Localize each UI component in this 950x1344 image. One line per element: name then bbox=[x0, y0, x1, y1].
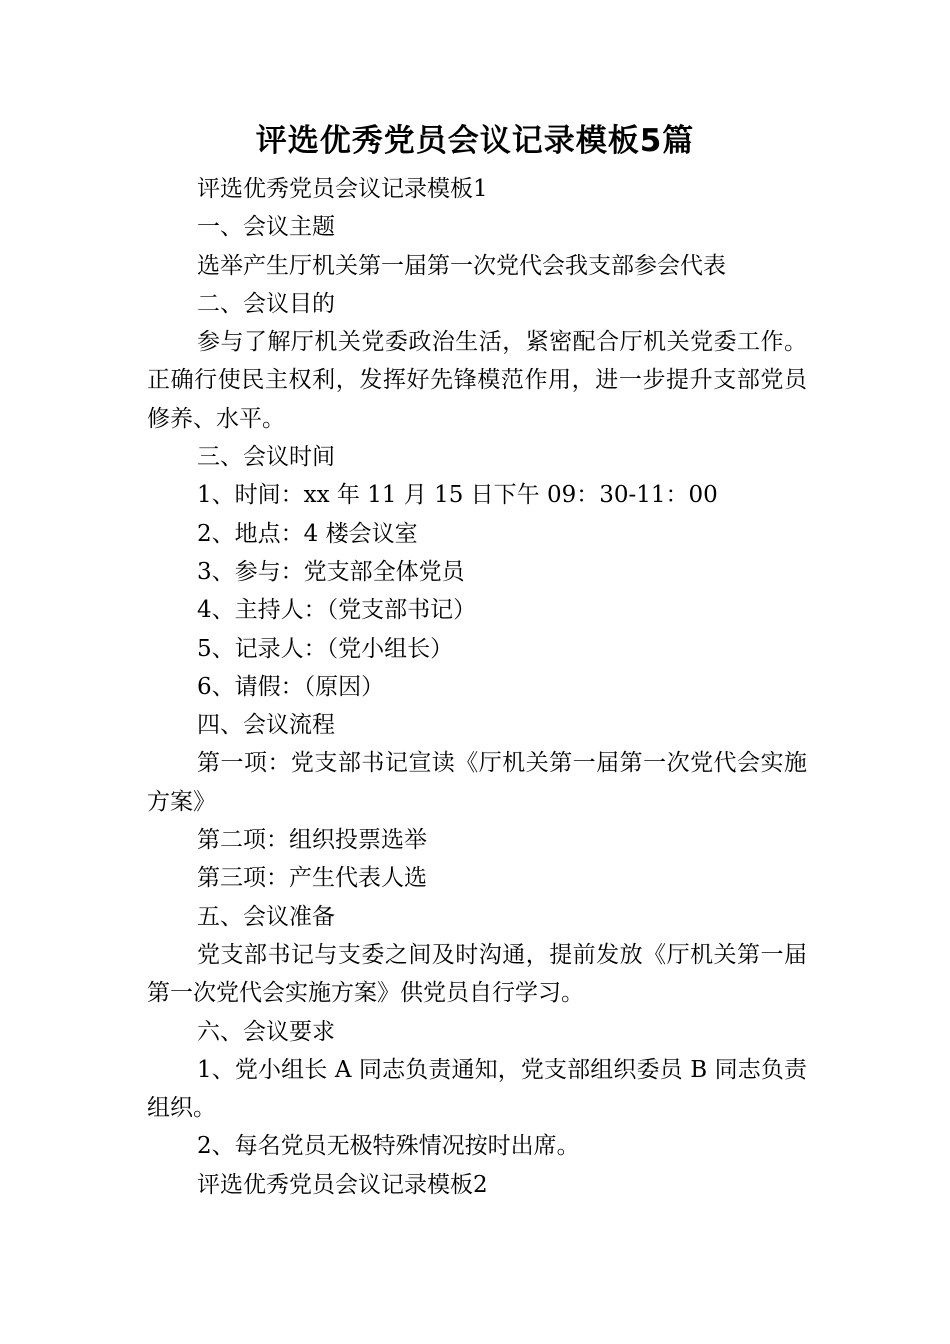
paragraph-purpose-text: 参与了解厅机关党委政治生活，紧密配合厅机关党委工作。正确行使民主权利，发挥好先锋模范作用，进一步提升支部党员修养、水平。 bbox=[147, 329, 807, 432]
paragraph-template-heading-2: 评选优秀党员会议记录模板2 bbox=[197, 1171, 488, 1198]
paragraph-preparation-text: 党支部书记与支委之间及时沟通，提前发放《厅机关第一届第一次党代会实施方案》供党员自行学习。 bbox=[147, 941, 807, 1007]
paragraph-topic-text: 选举产生厅机关第一届第一次党代会我支部参会代表 bbox=[197, 252, 726, 279]
paragraph-section-preparation: 五、会议准备 bbox=[197, 903, 335, 930]
paragraph-template-heading: 评选优秀党员会议记录模板1 bbox=[197, 176, 488, 202]
paragraph-time: 1、时间：xx 年 11 月 15 日下午 09：30-11：00 bbox=[197, 482, 718, 509]
paragraph-section-requirements: 六、会议要求 bbox=[197, 1018, 335, 1045]
paragraph-host: 4、主持人：（党支部书记） bbox=[197, 597, 477, 624]
paragraph-requirement-2: 2、每名党员无极特殊情况按时出席。 bbox=[197, 1133, 580, 1160]
document-title: 评选优秀党员会议记录模板5篇 bbox=[255, 123, 695, 159]
paragraph-participants: 3、参与：党支部全体党员 bbox=[197, 558, 465, 585]
paragraph-leave: 6、请假：（原因） bbox=[197, 673, 385, 700]
paragraph-process-item-3: 第三项：产生代表人选 bbox=[197, 865, 427, 892]
document-body bbox=[147, 170, 807, 1204]
paragraph-location: 2、地点：4 楼会议室 bbox=[197, 520, 418, 547]
paragraph-process-item-2: 第二项：组织投票选举 bbox=[197, 827, 427, 854]
paragraph-section-purpose: 二、会议目的 bbox=[197, 290, 335, 317]
paragraph-process-item-1: 第一项：党支部书记宣读《厅机关第一届第一次党代会实施方案》 bbox=[147, 750, 807, 815]
paragraph-section-topic: 一、会议主题 bbox=[197, 214, 335, 241]
paragraph-section-process: 四、会议流程 bbox=[197, 712, 335, 739]
paragraph-section-time: 三、会议时间 bbox=[197, 444, 335, 471]
paragraph-requirement-1: 1、党小组长 A 同志负责通知，党支部组织委员 B 同志负责组织。 bbox=[147, 1056, 807, 1122]
paragraph-recorder: 5、记录人：（党小组长） bbox=[197, 635, 454, 662]
